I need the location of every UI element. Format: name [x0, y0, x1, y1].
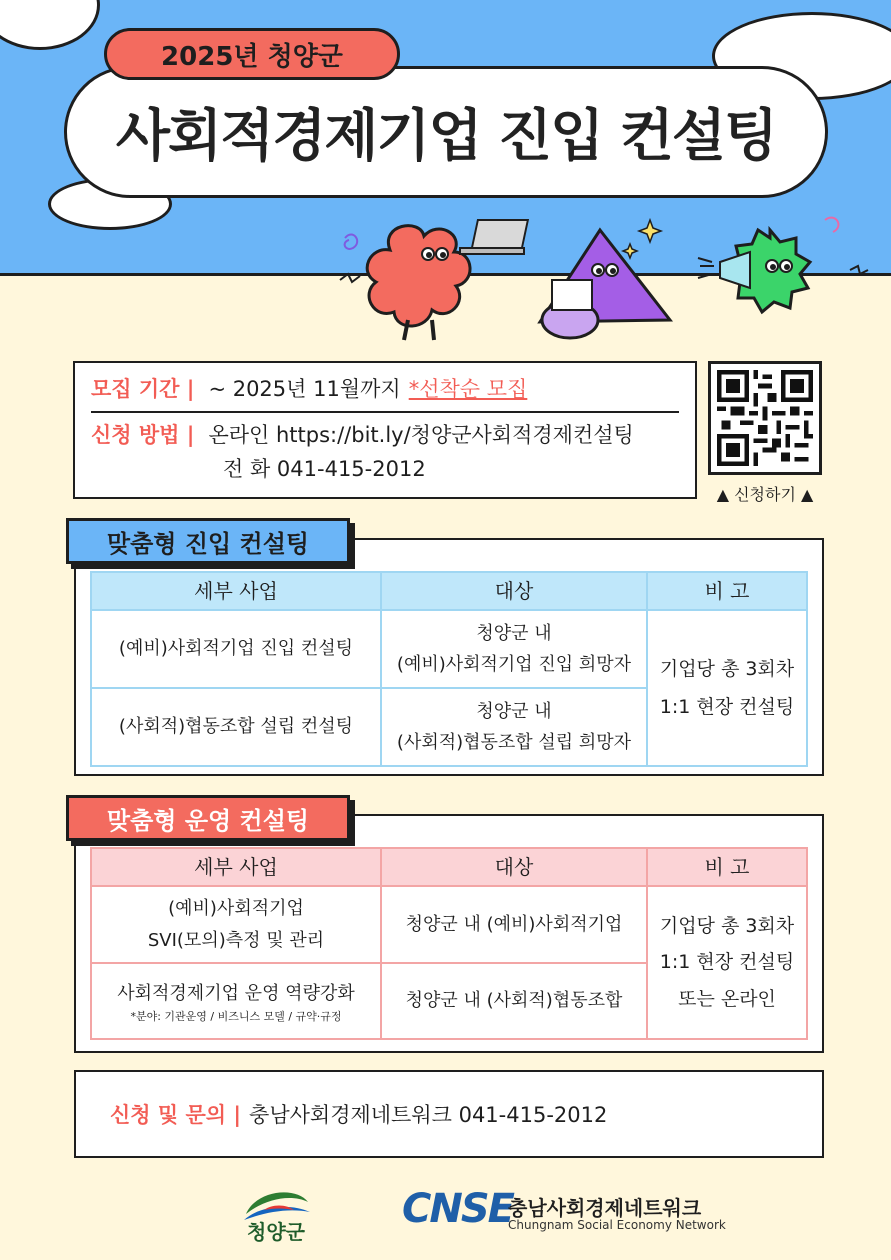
flower-character-icon — [367, 226, 470, 340]
period-label: 모집 기간 | — [91, 377, 195, 401]
note-line: 기업당 총 3회차 — [659, 915, 795, 938]
target-line: (사회적)협동조합 설립 희망자 — [396, 732, 632, 753]
period-row — [91, 373, 679, 403]
program-field-note: *분야: 기관운영 / 비즈니스 모델 / 규약·규정 — [130, 1010, 342, 1024]
program-line: SVI(모의)측정 및 관리 — [147, 929, 325, 951]
note-line: 1:1 현장 컨설팅 — [659, 696, 795, 718]
target-cell — [381, 610, 647, 688]
target-cell: 청양군 내 (사회적)협동조합 — [381, 963, 647, 1039]
apply-label: 신청 방법 | — [91, 423, 195, 447]
target-line: (예비)사회적기업 진입 희망자 — [396, 654, 632, 675]
characters-illustration — [330, 210, 890, 350]
qr-code-graphic — [717, 370, 813, 466]
contact-value: 충남사회경제네트워크 041-415-2012 — [249, 1103, 608, 1127]
cheongyang-logo-text: 청양군 — [247, 1220, 305, 1244]
table-row — [91, 886, 807, 963]
operation-consulting-tab — [66, 795, 350, 841]
period-value: ~ 2025년 11월까지 — [208, 377, 401, 401]
page-title: 사회적경제기업 진입 컨설팅 — [115, 104, 777, 169]
program-cell: (사회적)협동조합 설립 컨설팅 — [91, 688, 381, 766]
table-header-row — [91, 848, 807, 886]
recruitment-info-box — [73, 361, 697, 499]
star-sparkle-icon — [623, 220, 661, 258]
col-header-note: 비 고 — [647, 848, 807, 886]
contact-label: 신청 및 문의 | — [110, 1103, 242, 1127]
cnse-logo-letters: CNSE — [402, 1186, 513, 1232]
badge-text: 2025년 청양군 — [161, 41, 343, 72]
note-cell — [647, 610, 807, 766]
col-header-program: 세부 사업 — [91, 572, 381, 610]
laptop-icon — [460, 220, 528, 254]
program-cell: (예비)사회적기업 진입 컨설팅 — [91, 610, 381, 688]
operation-consulting-table — [90, 847, 808, 1040]
target-line: 청양군 내 — [476, 700, 552, 722]
program-line: (예비)사회적기업 — [168, 898, 304, 919]
col-header-target: 대상 — [381, 848, 647, 886]
title-banner — [64, 66, 828, 198]
info-divider — [91, 411, 679, 413]
col-header-note: 비 고 — [647, 572, 807, 610]
apply-online-link[interactable]: 온라인 https://bit.ly/청양군사회적경제컨설팅 — [208, 423, 634, 447]
target-line: 청양군 내 — [476, 622, 552, 644]
operation-consulting-title: 맞춤형 운영 컨설팅 — [106, 806, 310, 835]
apply-phone: 전 화 041-415-2012 — [223, 457, 426, 481]
apply-row — [91, 419, 679, 449]
megaphone-icon — [698, 252, 750, 288]
cnse-org-name-en: Chungnam Social Economy Network — [508, 1218, 726, 1232]
table-row — [91, 610, 807, 688]
year-county-badge — [104, 28, 400, 80]
cnse-logo — [402, 1186, 513, 1232]
target-cell — [381, 688, 647, 766]
contact-box — [74, 1070, 824, 1158]
qr-caption: ▲ 신청하기 ▲ — [716, 485, 814, 504]
cnse-org-name: 충남사회경제네트워크 — [508, 1196, 702, 1220]
first-come-note: *선착순 모집 — [408, 377, 528, 401]
program-cell — [91, 886, 381, 963]
program-cell — [91, 963, 381, 1039]
entry-consulting-title: 맞춤형 진입 컨설팅 — [106, 529, 310, 558]
table-header-row — [91, 572, 807, 610]
target-cell: 청양군 내 (예비)사회적기업 — [381, 886, 647, 963]
note-line: 1:1 현장 컨설팅 — [659, 951, 795, 974]
triangle-character-icon — [540, 230, 670, 338]
entry-consulting-tab — [66, 518, 350, 564]
program-line: 사회적경제기업 운영 역량강화 — [117, 982, 355, 1004]
qr-code-icon[interactable] — [708, 361, 822, 475]
col-header-target: 대상 — [381, 572, 647, 610]
note-line: 기업당 총 3회차 — [659, 658, 795, 680]
note-cell — [647, 886, 807, 1039]
entry-consulting-table — [90, 571, 808, 767]
col-header-program: 세부 사업 — [91, 848, 381, 886]
note-line: 또는 온라인 — [678, 987, 776, 1010]
